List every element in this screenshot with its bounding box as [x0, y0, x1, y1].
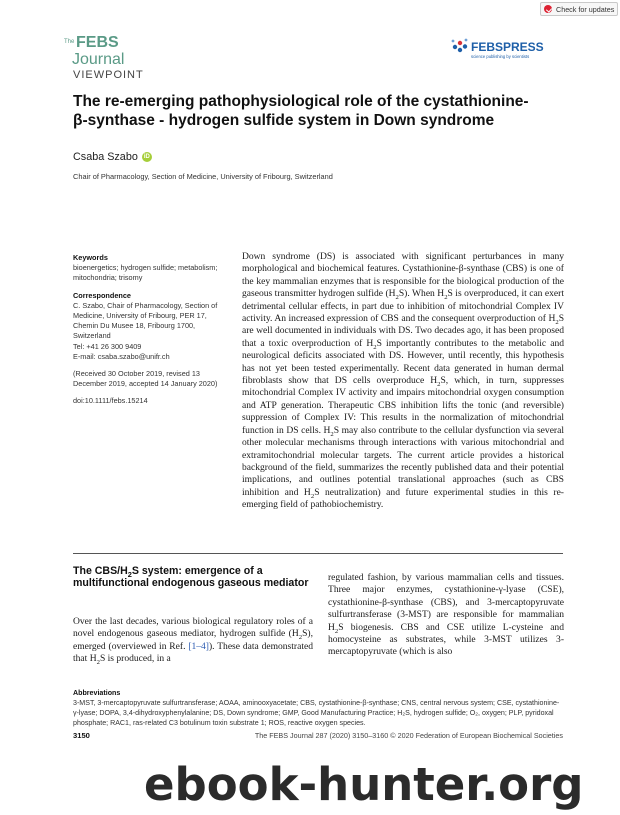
- body-text-left-column: Over the last decades, various biological regulatory roles of a novel endogenous gaseous mediator, hydrogen sulfide $(H_2S)$, emerged (overviewed in Ref. [1–4]). These data demonstrated that $H_2S$ is produced, in a: [73, 616, 313, 667]
- febs-journal-logo: [62, 30, 142, 70]
- article-sidebar: [73, 253, 233, 414]
- journal-logo-name-bottom: Journal: [72, 51, 125, 68]
- author-name: Csaba Szabo iD: [73, 151, 150, 163]
- journal-logo-name-top: FEBS: [76, 34, 119, 51]
- doi-link[interactable]: doi:10.1111/febs.15214: [73, 396, 148, 406]
- article-title: The re-emerging pathophysiological role of the cystathionine-β-synthase - hydrogen sulfide system in Down syndrome: [73, 93, 529, 129]
- abbreviations-block: [73, 688, 563, 728]
- check-updates-icon: [544, 5, 552, 13]
- abstract: Down syndrome (DS) is associated with significant perturbances in many morphological and biochemical features. Cystathionine-β-synthase (CBS) is one of the key mammalian enzymes that is responsible for the biological production of the gaseous transmitter hydrogen sulfide $(H_2S)$. When $H_2S$ is overproduced, it can exert detrimental cellular effects, in part due to inhibition of mitochondrial Complex IV activity. An increased expression of CBS and the consequent overproduction of $H_2S$ are well documented in individuals with DS. Two decades ago, it has been proposed that a toxic overproduction of $H_2S$ importantly contributes to the metabolic and neurological deficits associated with DS. However, until recently, this hypothesis has not yet been tested experimentally. Recent data generated in human dermal fibroblasts show that DS cells overproduce $H_2S$, which, in turn, suppresses mitochondrial Complex IV activity and impairs mitochondrial oxygen consumption and ATP generation. Therapeutic CBS inhibition lifts the tonic (and reversible) suppression of Complex IV: This results in the normalization of mitochondrial function in DS cells. $H_2S$ may also contribute to the cellular dysfunction via several other molecular mechanisms through interactions with various mitochondrial and extramitochondrial molecular targets. The current article provides a historical background of the field, summarizes the recently published data and their potential implications, and outlines potential translational approaches (such as CBS inhibition and $H_2S$ neutralization) and future experimental studies in this re-emerging field of pathobiochemistry.: [242, 251, 564, 511]
- check-updates-label: Check for updates: [556, 4, 615, 14]
- received-dates: (Received 30 October 2019, revised 13 December 2019, accepted 14 January 2020): [73, 369, 218, 389]
- check-for-updates-button[interactable]: [540, 2, 618, 16]
- correspondence-block: [73, 291, 233, 362]
- page-number: 3150: [73, 731, 90, 740]
- abbreviations-text: 3-MST, 3-mercaptopyruvate sulfurtransferase; AOAA, aminooxyacetate; CBS, cystathionine-β-synthase; CNS, central nervous system; CSE, cystathionine-γ-lyase; DOPA, 3,4-dihydroxyphenylalanine; DS, Down syndrome; GMP, Good Manufacturing Practice; H₂S, hydrogen sulfide; O₂, oxygen; PLP, pyridoxal phosphate; RAC1, ras-related C3 botulinum toxin substrate 1; ROS, reactive oxygen species.: [73, 699, 560, 727]
- febs-press-logo: [450, 36, 560, 60]
- watermark: [140, 752, 610, 814]
- publisher-name: FEBSPRESS: [471, 40, 544, 54]
- author-affiliation: Chair of Pharmacology, Section of Medicine, University of Fribourg, Switzerland: [73, 172, 333, 181]
- orcid-icon[interactable]: iD: [143, 154, 150, 160]
- abbreviations-heading: Abbreviations: [73, 689, 121, 697]
- keywords-block: [73, 253, 233, 284]
- watermark-text: ebook-hunter.org: [144, 758, 584, 811]
- section-divider: [73, 553, 563, 554]
- correspondence-heading: Correspondence: [73, 290, 131, 300]
- febs-press-dots-icon: [452, 39, 468, 53]
- body-text-right-column: regulated fashion, by various mammalian cells and tissues. Three major enzymes, cystathionine-γ-lyase (CSE), cystathionine-β-synthase (CBS), and 3-mercaptopyruvate sulfurtransferase (3-MST) are responsible for mammalian $H_2S$ biogenesis. CBS and CSE utilize L-cysteine and homocysteine as substrates, while 3-MST utilizes 3-mercaptopyruvate (which is also: [328, 572, 565, 658]
- footer-journal-info: The FEBS Journal 287 (2020) 3150–3160 © 2020 Federation of European Biochemical Societies: [254, 731, 563, 740]
- keywords-text: bioenergetics; hydrogen sulfide; metabolism; mitochondria; trisomy: [73, 263, 218, 283]
- journal-logo-prefix: The: [64, 39, 75, 45]
- article-type-label: VIEWPOINT: [73, 69, 144, 81]
- section-heading: The CBS/$H_2S$ system: emergence of a multifunctional endogenous gaseous mediator: [73, 565, 309, 589]
- correspondence-tel: Tel: +41 26 300 9409: [73, 341, 142, 351]
- correspondence-email[interactable]: E-mail: csaba.szabo@unifr.ch: [73, 351, 170, 361]
- publisher-tagline: science publishing by scientists: [471, 54, 530, 59]
- reference-link[interactable]: [1–4]: [188, 640, 209, 652]
- keywords-heading: Keywords: [73, 253, 108, 262]
- correspondence-text: C. Szabo, Chair of Pharmacology, Section of Medicine, University of Fribourg, PER 17, Chemin Du Musee 18, Fribourg 1700, Switzerland: [73, 300, 218, 341]
